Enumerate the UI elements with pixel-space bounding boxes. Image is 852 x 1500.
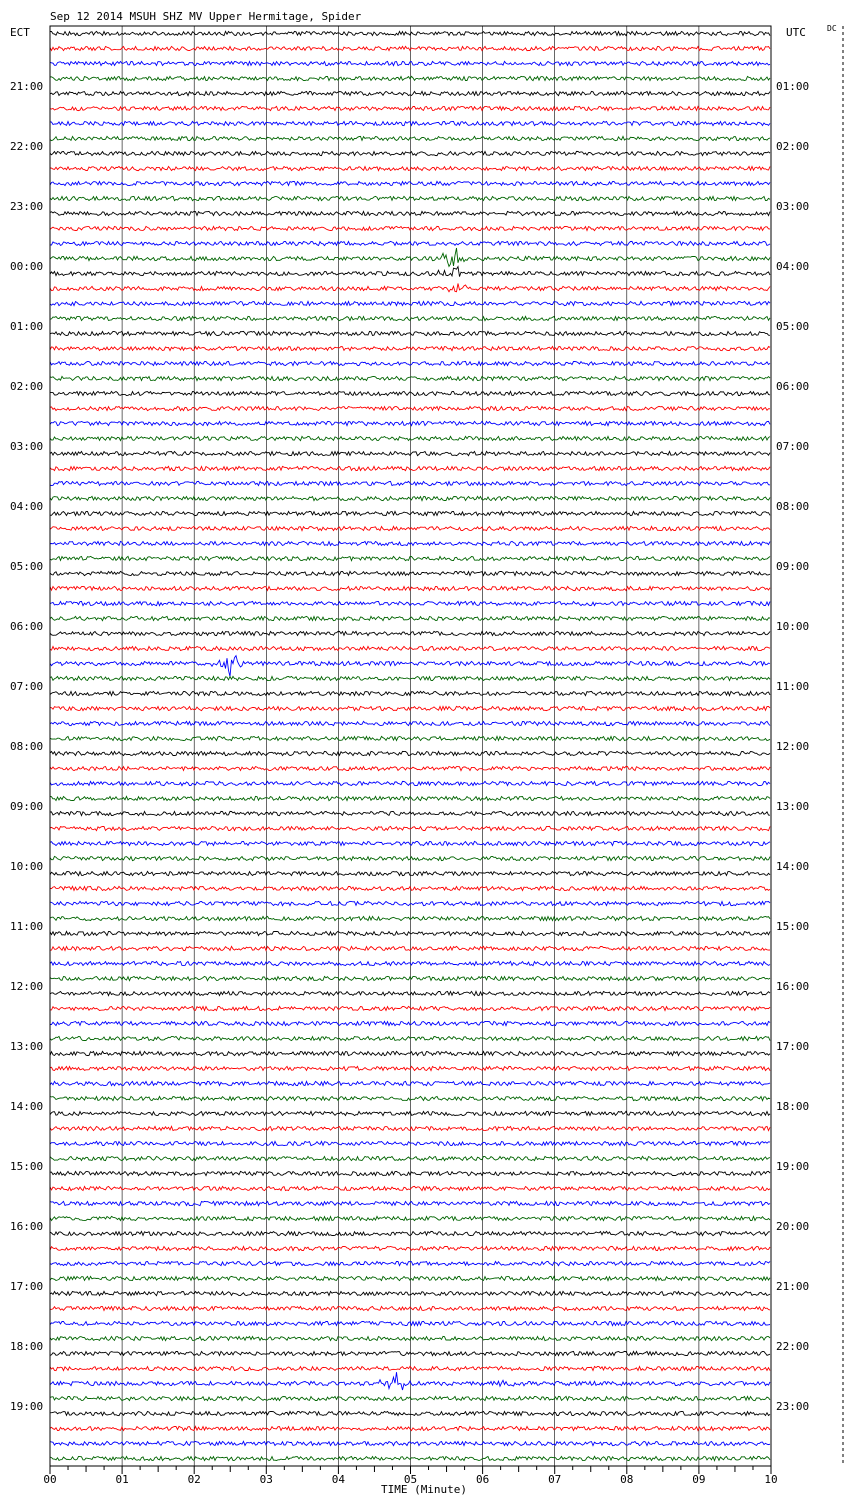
trace-line [50, 1171, 770, 1175]
trace-line [50, 691, 770, 695]
trace-line [50, 361, 770, 365]
x-tick-label: 06 [475, 1473, 490, 1486]
trace-line [50, 811, 770, 815]
trace-line [50, 601, 770, 605]
trace-line [50, 1261, 770, 1265]
trace-line [50, 406, 770, 410]
x-tick-label: 02 [187, 1473, 201, 1486]
right-hour-label: 09:00 [776, 560, 810, 573]
x-tick-label: 05 [403, 1473, 418, 1486]
right-hour-label: 22:00 [776, 1340, 810, 1353]
trace-line [50, 241, 770, 245]
right-hour-label: 06:00 [776, 380, 810, 393]
trace-line [50, 331, 770, 335]
trace-line [50, 1066, 770, 1070]
trace-line [50, 556, 770, 560]
trace-line [50, 76, 770, 80]
trace-line [50, 1156, 770, 1160]
trace-line [50, 826, 770, 830]
trace-line [50, 421, 770, 425]
x-tick-label: 07 [548, 1473, 562, 1486]
right-hour-label: 11:00 [776, 680, 810, 693]
x-tick-label: 08 [620, 1473, 634, 1486]
right-hour-label: 07:00 [776, 440, 810, 453]
trace-line [50, 796, 770, 800]
trace-line [50, 1441, 770, 1445]
right-axis-label: UTC [786, 26, 806, 39]
right-hour-label: 04:00 [776, 260, 810, 273]
trace-line [50, 284, 770, 292]
trace-line [50, 871, 770, 875]
trace-line [50, 586, 770, 590]
trace-line [50, 248, 770, 266]
left-hour-label: 01:00 [10, 320, 44, 333]
trace-line [50, 181, 770, 185]
trace-line [50, 1126, 770, 1130]
trace-line [50, 466, 770, 470]
trace-line [50, 721, 770, 725]
trace-line [50, 631, 770, 635]
right-hour-label: 16:00 [776, 980, 810, 993]
trace-line [50, 856, 770, 860]
trace-line [50, 211, 770, 215]
x-tick-label: 04 [331, 1473, 346, 1486]
right-hour-label: 02:00 [776, 140, 810, 153]
trace-line [50, 316, 770, 320]
left-axis-label: ECT [10, 26, 30, 39]
trace-line [50, 1111, 770, 1115]
right-hour-labels [776, 80, 809, 1413]
right-hour-label: 15:00 [776, 920, 810, 933]
trace-line [50, 991, 770, 995]
right-hour-label: 10:00 [776, 620, 810, 633]
trace-line [50, 1021, 770, 1025]
trace-group [50, 31, 770, 1460]
trace-line [50, 481, 770, 485]
trace-line [50, 781, 770, 785]
right-hour-label: 21:00 [776, 1280, 810, 1293]
trace-line [50, 1306, 770, 1310]
trace-line [50, 1276, 770, 1280]
right-hour-label: 19:00 [776, 1160, 810, 1173]
trace-line [50, 1216, 770, 1220]
left-hour-label: 23:00 [10, 200, 44, 213]
left-hour-labels [10, 80, 43, 1413]
trace-line [50, 1231, 770, 1235]
trace-line [50, 451, 770, 455]
left-hour-label: 18:00 [10, 1340, 44, 1353]
trace-line [50, 1201, 770, 1205]
right-hour-label: 03:00 [776, 200, 810, 213]
right-hour-label: 23:00 [776, 1400, 810, 1413]
trace-line [50, 1051, 770, 1055]
trace-line [50, 1141, 770, 1145]
right-hour-label: 12:00 [776, 740, 810, 753]
trace-line [50, 136, 770, 140]
trace-line [50, 376, 770, 380]
trace-line [50, 1351, 770, 1355]
trace-line [50, 541, 770, 545]
chart-title: Sep 12 2014 MSUH SHZ MV Upper Hermitage, Spider [50, 10, 362, 23]
left-hour-label: 00:00 [10, 260, 44, 273]
trace-line [50, 916, 770, 920]
trace-line [50, 1366, 770, 1370]
left-hour-label: 12:00 [10, 980, 44, 993]
trace-line [50, 841, 770, 845]
trace-line [50, 1336, 770, 1340]
right-hour-label: 18:00 [776, 1100, 810, 1113]
x-axis-label: TIME (Minute) [380, 1483, 468, 1496]
trace-line [50, 1096, 770, 1100]
trace-line [50, 656, 770, 677]
trace-line [50, 1036, 770, 1040]
trace-line [50, 1396, 770, 1400]
trace-line [50, 1246, 770, 1250]
trace-line [50, 167, 770, 171]
trace-line [50, 526, 770, 530]
trace-line [50, 1426, 770, 1430]
right-hour-label: 01:00 [776, 80, 810, 93]
right-hour-label: 17:00 [776, 1040, 810, 1053]
left-hour-label: 15:00 [10, 1160, 44, 1173]
right-hour-label: 08:00 [776, 500, 810, 513]
left-hour-label: 06:00 [10, 620, 44, 633]
trace-line [50, 1081, 770, 1085]
left-hour-label: 11:00 [10, 920, 44, 933]
dc-label: DC [827, 24, 837, 33]
trace-line [50, 196, 770, 200]
left-hour-label: 03:00 [10, 440, 44, 453]
trace-line [50, 511, 770, 515]
left-hour-label: 07:00 [10, 680, 44, 693]
left-hour-label: 16:00 [10, 1220, 44, 1233]
left-hour-label: 13:00 [10, 1040, 44, 1053]
trace-line [50, 106, 770, 110]
trace-line [50, 301, 770, 305]
trace-line [50, 901, 770, 905]
left-hour-label: 02:00 [10, 380, 44, 393]
trace-line [50, 766, 770, 770]
x-tick-label: 10 [764, 1473, 778, 1486]
trace-line [50, 616, 770, 620]
trace-line [50, 391, 770, 395]
left-hour-label: 04:00 [10, 500, 44, 513]
left-hour-label: 22:00 [10, 140, 44, 153]
x-tick-label: 03 [259, 1473, 273, 1486]
left-hour-label: 05:00 [10, 560, 44, 573]
trace-line [50, 1291, 770, 1295]
trace-line [50, 1006, 770, 1010]
trace-line [50, 886, 770, 890]
trace-line [50, 706, 770, 710]
trace-line [50, 946, 770, 950]
trace-line [50, 571, 770, 575]
x-tick-label: 09 [692, 1473, 706, 1486]
trace-line [50, 61, 770, 65]
trace-line [50, 91, 770, 95]
right-hour-label: 20:00 [776, 1220, 810, 1233]
trace-line [50, 646, 770, 650]
trace-line [50, 346, 770, 350]
trace-line [50, 931, 770, 935]
trace-line [50, 151, 770, 155]
left-hour-label: 10:00 [10, 860, 44, 873]
trace-line [50, 496, 770, 500]
trace-line [50, 226, 770, 230]
trace-line [50, 1411, 770, 1415]
left-hour-label: 19:00 [10, 1400, 44, 1413]
trace-line [50, 1321, 770, 1325]
left-hour-label: 17:00 [10, 1280, 44, 1293]
trace-line [50, 676, 770, 680]
right-hour-label: 13:00 [776, 800, 810, 813]
x-tick-label: 01 [115, 1473, 129, 1486]
trace-line [50, 976, 770, 980]
trace-line [50, 31, 770, 35]
right-hour-label: 05:00 [776, 320, 810, 333]
left-hour-label: 21:00 [10, 80, 44, 93]
left-hour-label: 14:00 [10, 1100, 44, 1113]
left-hour-label: 08:00 [10, 740, 44, 753]
trace-line [50, 1372, 770, 1390]
trace-line [50, 436, 770, 440]
left-hour-label: 09:00 [10, 800, 44, 813]
trace-line [50, 751, 770, 755]
trace-line [50, 1186, 770, 1190]
trace-line [50, 121, 770, 125]
trace-line [50, 267, 770, 277]
trace-line [50, 46, 770, 50]
trace-line [50, 1456, 770, 1460]
x-tick-label: 00 [43, 1473, 57, 1486]
trace-line [50, 961, 770, 965]
trace-line [50, 736, 770, 740]
right-hour-label: 14:00 [776, 860, 810, 873]
